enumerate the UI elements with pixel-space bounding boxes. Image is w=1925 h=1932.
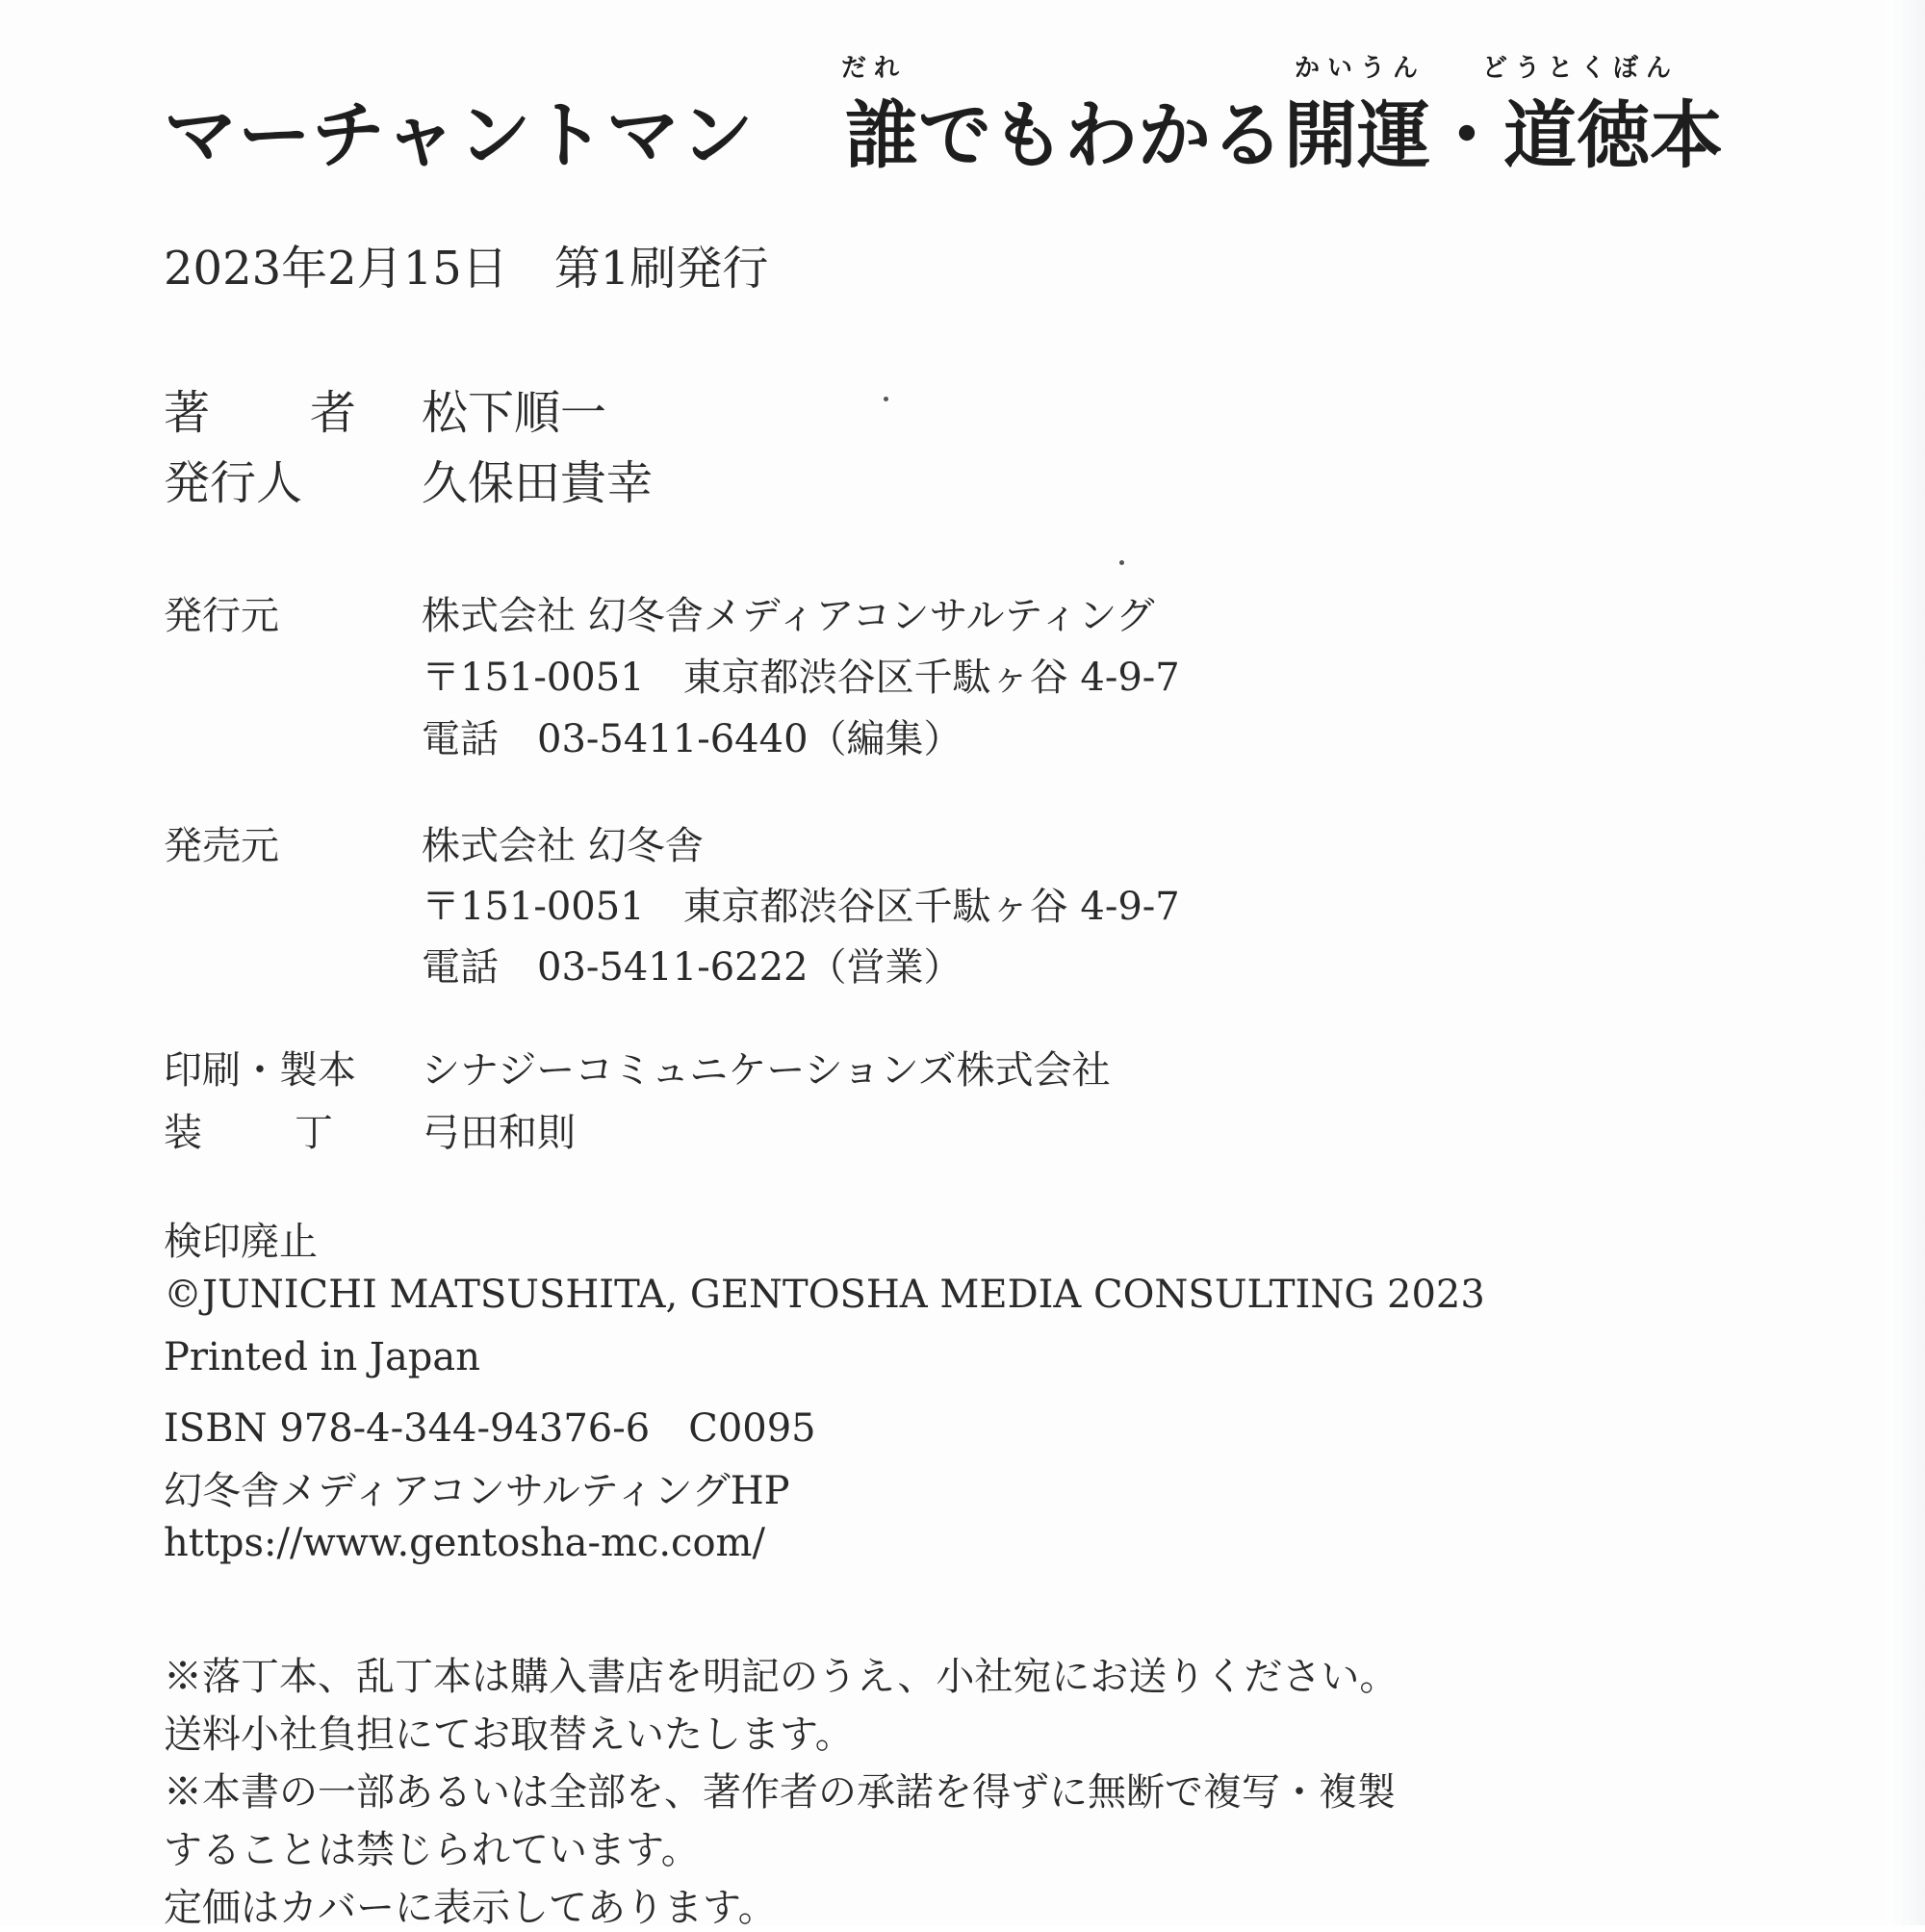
printing-label: 印刷・製本	[164, 1048, 356, 1093]
note-line: することは禁じられています。	[164, 1828, 700, 1872]
issuer-label: 発行人	[164, 456, 303, 510]
series-title: マーチャントマン	[164, 92, 755, 178]
publisher-address: 〒151-0051 東京都渋谷区千駄ヶ谷 4-9-7	[422, 656, 1180, 700]
homepage-url[interactable]: https://www.gentosha-mc.com/	[164, 1521, 765, 1565]
author-label: 著 者	[164, 386, 384, 440]
publisher-phone: 電話 03-5411-6440（編集）	[422, 717, 962, 761]
distributor-name: 株式会社 幻冬舎	[422, 824, 704, 868]
distributor-address: 〒151-0051 東京都渋谷区千駄ヶ谷 4-9-7	[422, 885, 1180, 929]
seal-abolished: 検印廃止	[164, 1220, 318, 1264]
title-ruby-doutoku: どうとくぼん	[1482, 54, 1680, 83]
homepage-label: 幻冬舎メディアコンサルティングHP	[164, 1469, 790, 1513]
printed-in: Printed in Japan	[164, 1335, 481, 1379]
page-edge-shadow	[1886, 0, 1925, 1925]
design-label: 装 丁	[164, 1111, 360, 1155]
isbn: ISBN 978-4-344-94376-6 C0095	[164, 1406, 816, 1451]
scan-speck	[1119, 560, 1124, 565]
note-line: 定価はカバーに表示してあります。	[164, 1886, 777, 1930]
scan-speck	[884, 397, 888, 401]
printing-company: シナジーコミュニケーションズ株式会社	[422, 1048, 1111, 1093]
designer-name: 弓田和則	[422, 1111, 576, 1155]
note-line: ※落丁本、乱丁本は購入書店を明記のうえ、小社宛にお送りください。	[164, 1655, 1399, 1699]
distributor-phone: 電話 03-5411-6222（営業）	[422, 945, 962, 990]
distributor-label: 発売元	[164, 824, 279, 868]
author-name: 松下順一	[422, 386, 607, 440]
title-ruby-kaiun: かいうん	[1295, 54, 1426, 83]
note-line: ※本書の一部あるいは全部を、著作者の承諾を得ずに無断で複写・複製	[164, 1770, 1396, 1815]
title-ruby-dare: だれ	[841, 54, 908, 83]
book-title: 誰でもわかる開運・道徳本	[845, 92, 1723, 178]
publisher-name: 株式会社 幻冬舎メディアコンサルティング	[422, 594, 1155, 638]
issue-date: 2023年2月15日 第1刷発行	[164, 242, 769, 296]
issuer-name: 久保田貴幸	[422, 456, 654, 510]
publisher-label: 発行元	[164, 594, 279, 638]
note-line: 送料小社負担にてお取替えいたします。	[164, 1713, 854, 1757]
copyright-notice: ©JUNICHI MATSUSHITA, GENTOSHA MEDIA CONSULTING 2023	[164, 1273, 1485, 1317]
